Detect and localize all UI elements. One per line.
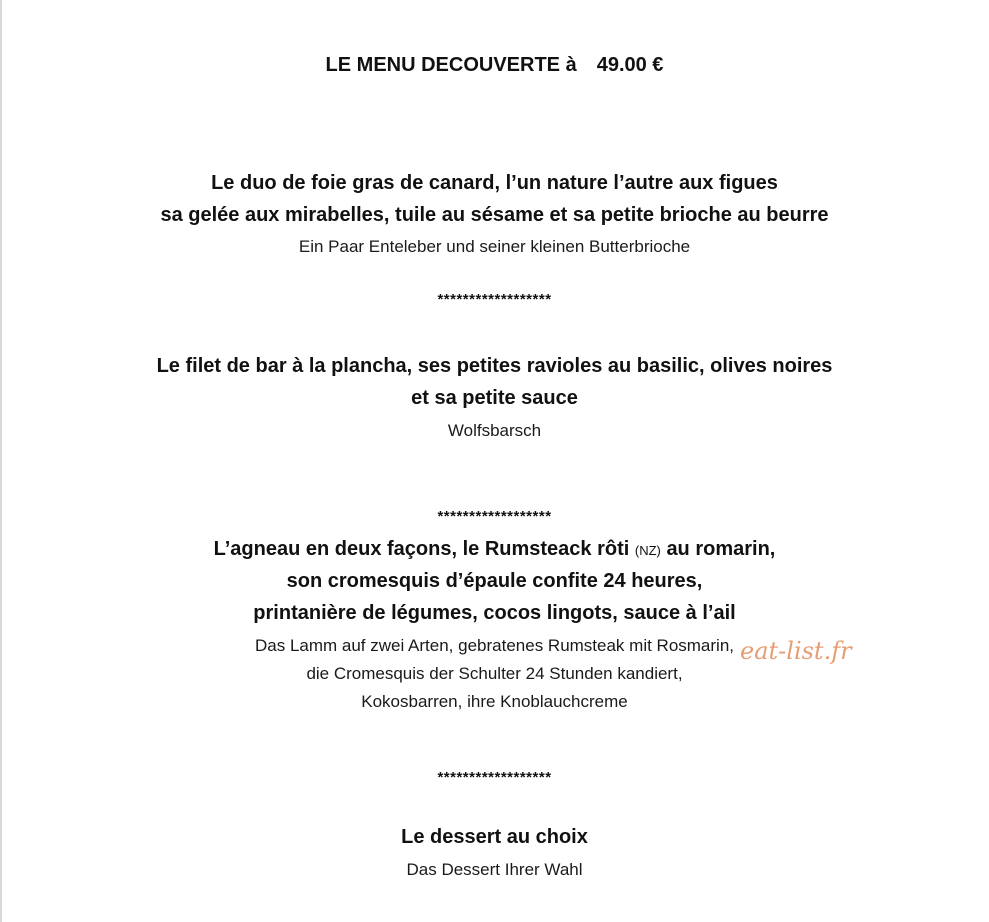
separator-1: ******************: [437, 291, 552, 308]
separator-3: ******************: [437, 769, 552, 786]
course2-french-line1: Le filet de bar à la plancha, ses petites ravioles au basilic, olives noires: [156, 355, 833, 377]
course2-french-line2: et sa petite sauce: [411, 387, 578, 409]
menu-title-text: LE MENU DECOUVERTE à: [325, 54, 577, 76]
menu-title: [0, 54, 989, 77]
course3-origin-note: (NZ): [634, 543, 661, 558]
course3-french-line2: son cromesquis d’épaule confite 24 heures,: [286, 570, 703, 592]
separator-2: ******************: [437, 508, 552, 525]
watermark: eat-list.fr: [740, 637, 852, 665]
course1-french-line2: sa gelée aux mirabelles, tuile au sésame et sa petite brioche au beurre: [160, 204, 829, 226]
course3-german-line3: Kokosbarren, ihre Knoblauchcreme: [361, 692, 628, 711]
course3-french-line1-part2: au romarin,: [666, 538, 776, 560]
course3-french-line1-part1: L’agneau en deux façons, le Rumsteack rôti: [213, 538, 630, 560]
course4-french-line1: Le dessert au choix: [401, 826, 588, 848]
course4-german-line1: Das Dessert Ihrer Wahl: [406, 860, 583, 879]
course1-german-line1: Ein Paar Enteleber und seiner kleinen Butterbrioche: [298, 237, 691, 256]
course2-german-line1: Wolfsbarsch: [447, 421, 542, 440]
course3-french-line1: [0, 538, 989, 561]
course3-german-line2: die Cromesquis der Schulter 24 Stunden kandiert,: [306, 664, 683, 683]
course3-german-line1: Das Lamm auf zwei Arten, gebratenes Rumsteak mit Rosmarin,: [254, 636, 735, 655]
course1-french-line1: Le duo de foie gras de canard, l’un nature l’autre aux figues: [211, 172, 778, 194]
course3-french-line3: printanière de légumes, cocos lingots, sauce à l’ail: [253, 602, 736, 624]
menu-price: 49.00 €: [596, 54, 664, 76]
